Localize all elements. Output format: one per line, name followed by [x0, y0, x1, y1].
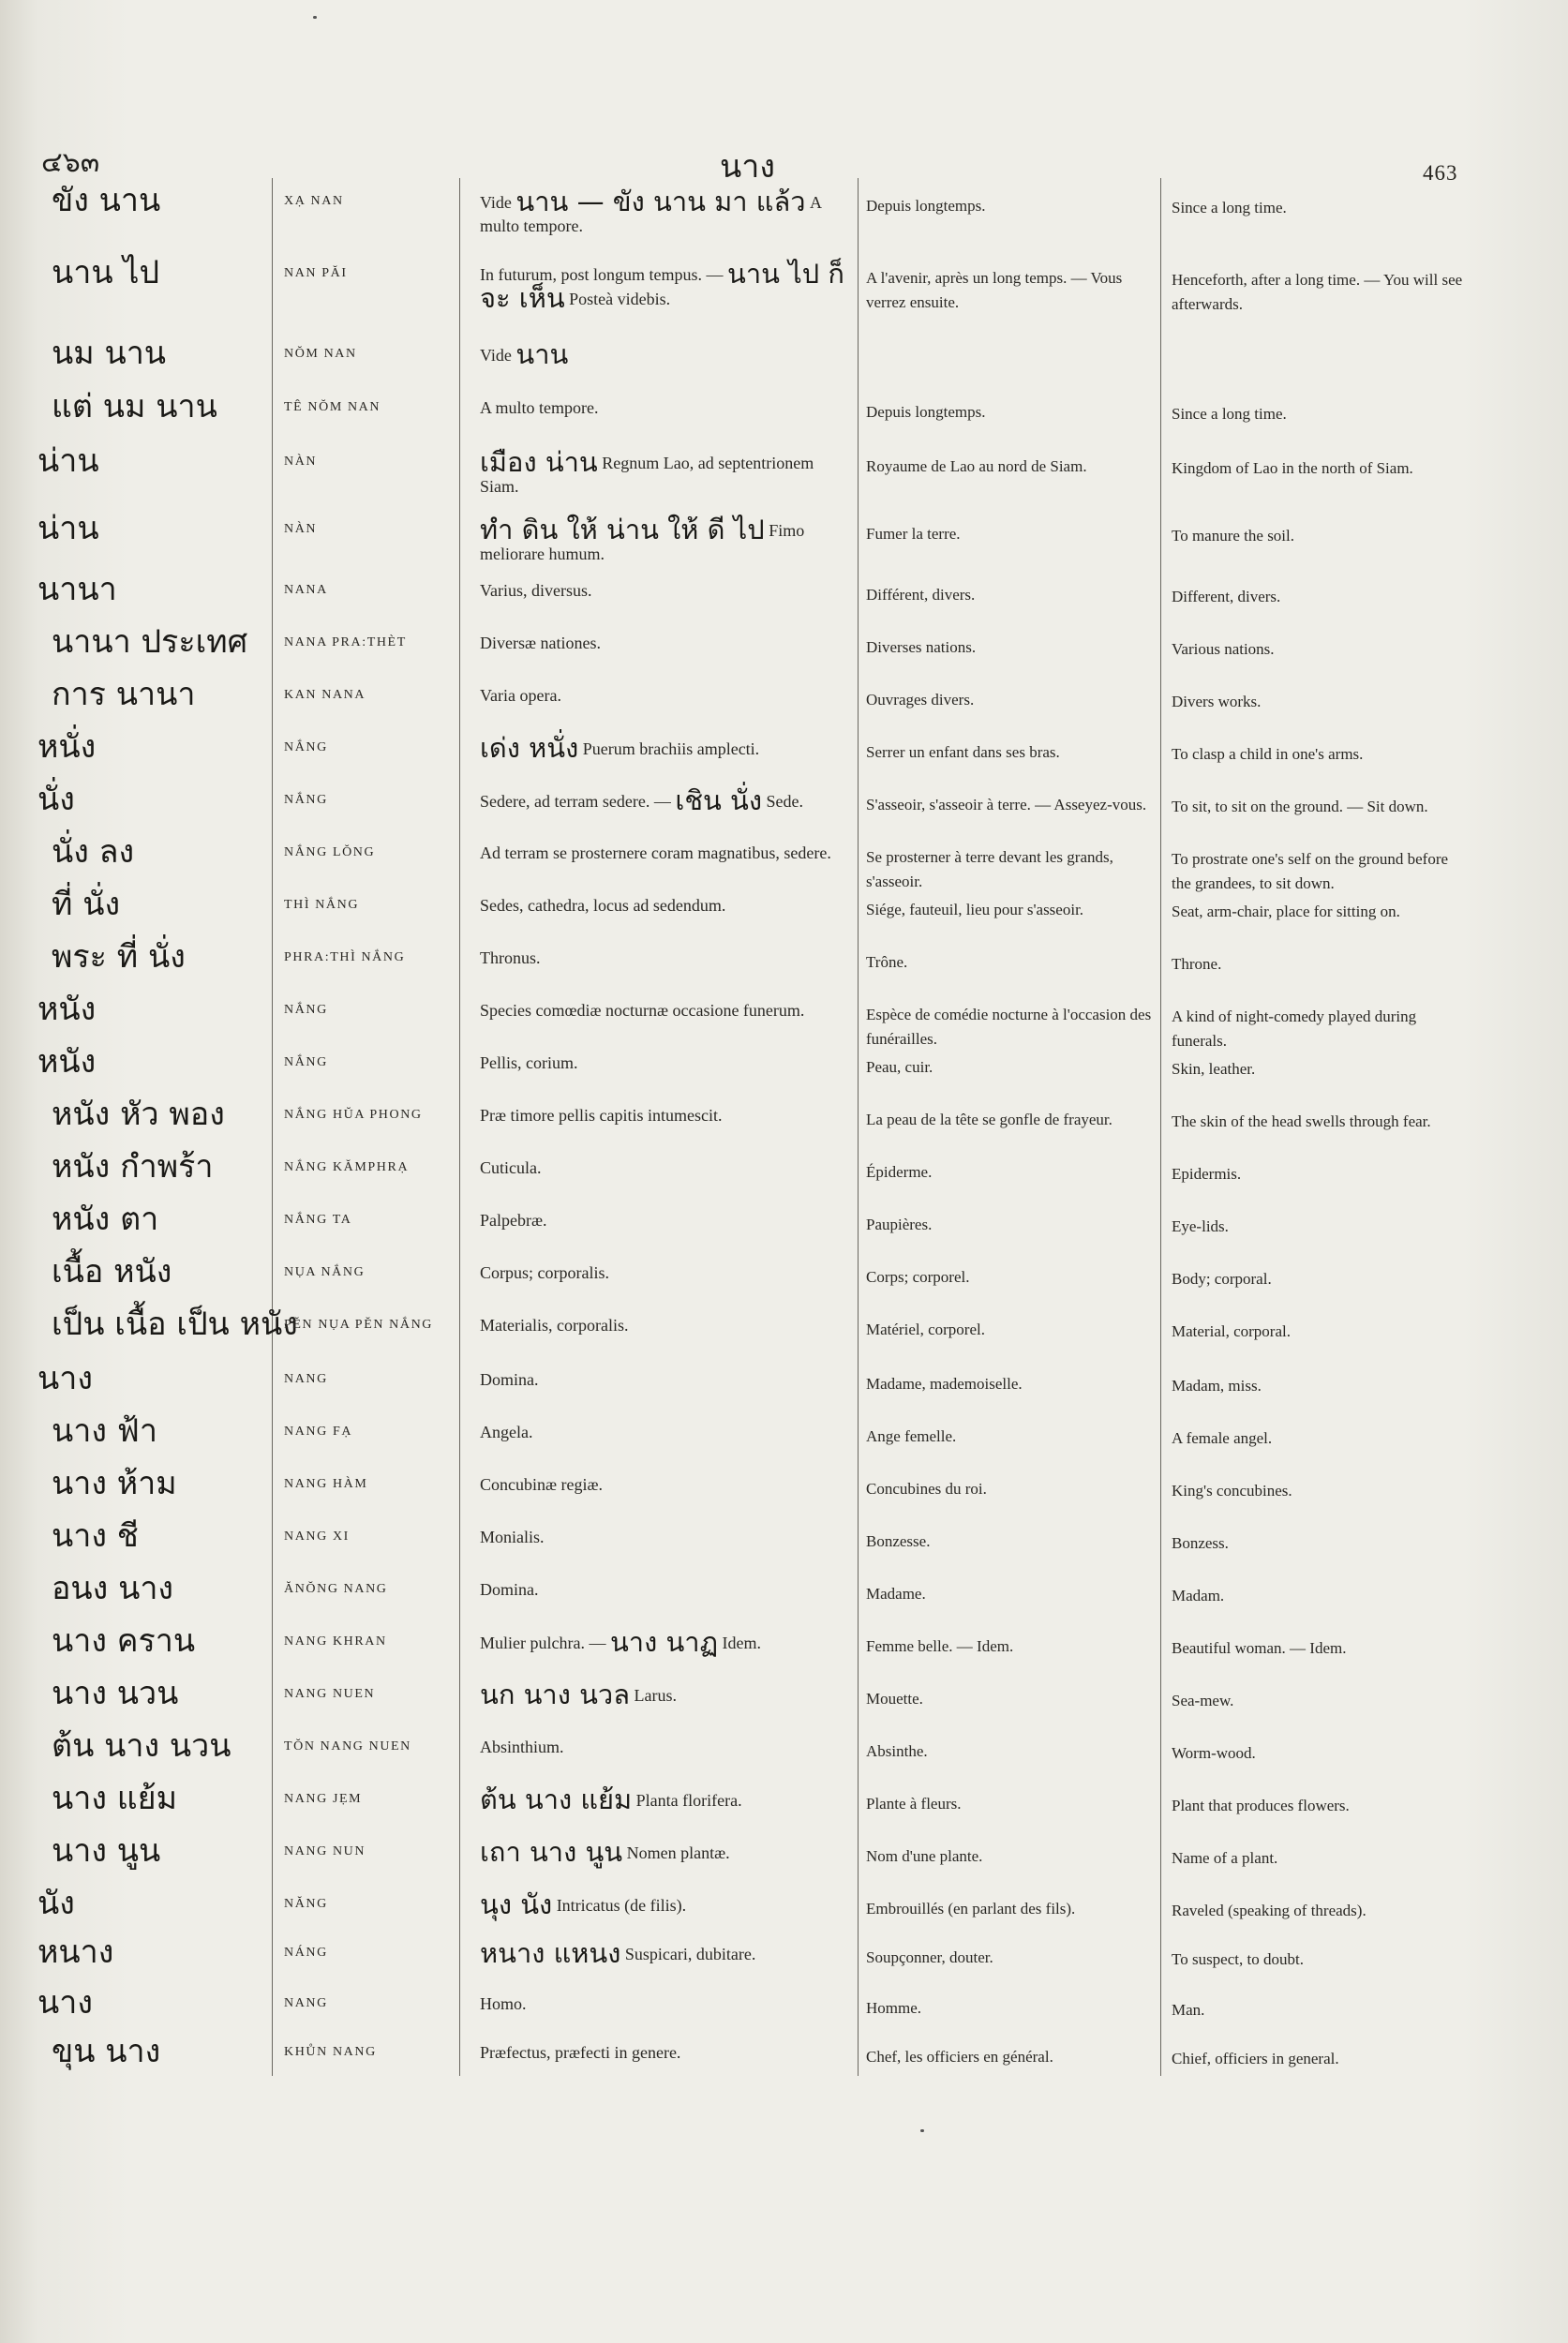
thai-example: เถา นาง นูน: [480, 1836, 623, 1868]
latin-definition: [480, 2041, 855, 2065]
english-definition: The skin of the head swells through fear.: [1172, 1112, 1431, 1130]
romanization: NAN PĂI: [284, 266, 348, 280]
print-speck: [920, 2129, 924, 2132]
romanization: ĂNŎNG NANG: [284, 1582, 388, 1596]
romanization: NẮNG TA: [284, 1213, 352, 1227]
thai-headword: หนั่ง: [37, 728, 97, 766]
latin-text: Fimo meliorare humum.: [480, 521, 805, 563]
thai-headword: แต่ นม นาน: [52, 388, 217, 425]
thai-headword: หนาง: [37, 1933, 114, 1971]
latin-definition: [480, 338, 855, 370]
romanization: NẮNG LŎNG: [284, 845, 376, 859]
thai-headword: นาง คราน: [52, 1622, 196, 1660]
latin-definition: [480, 632, 855, 655]
thai-headword: ต้น นาง นวน: [52, 1727, 231, 1765]
latin-text: In futurum, post longum tempus. —: [480, 265, 727, 284]
thai-example: หนาง แหนง: [480, 1937, 621, 1969]
romanization: NỤA NẮNG: [284, 1265, 366, 1279]
latin-text: Mulier pulchra. —: [480, 1634, 610, 1652]
latin-definition: [480, 1888, 855, 1920]
latin-text: Palpebræ.: [480, 1211, 547, 1230]
thai-page-number: ๔๖๓: [41, 146, 100, 179]
english-definition: Henceforth, after a long time. — You will see afterwards.: [1172, 271, 1463, 313]
french-definition: La peau de la tête se gonfle de frayeur.: [866, 1111, 1113, 1128]
latin-definition: [480, 1209, 855, 1232]
english-definition: Various nations.: [1172, 640, 1275, 658]
thai-headword: หนัง หัว พอง: [52, 1096, 225, 1133]
thai-headword: นาน ไป: [52, 254, 160, 291]
latin-text: Sedere, ad terram sedere. —: [480, 792, 676, 811]
thai-headword: ที่ นั่ง: [52, 886, 121, 923]
english-definition: Chief, officiers in general.: [1172, 2050, 1339, 2067]
print-speck: [313, 16, 317, 19]
latin-definition: [480, 396, 855, 420]
latin-text: Varius, diversus.: [480, 581, 592, 600]
french-definition: Trône.: [866, 953, 908, 971]
running-head: นาง: [720, 148, 775, 186]
english-definition: To prostrate one's self on the ground before the grandees, to sit down.: [1172, 850, 1449, 892]
thai-headword: นาง: [37, 1360, 93, 1397]
english-definition: A female angel.: [1172, 1429, 1273, 1447]
latin-definition: [480, 1157, 855, 1180]
thai-example: นาน: [515, 338, 569, 370]
english-definition: King's concubines.: [1172, 1482, 1292, 1500]
english-definition: Kingdom of Lao in the north of Siam.: [1172, 459, 1413, 477]
thai-example: เชิน นั่ง: [675, 784, 763, 816]
french-definition: Peau, cuir.: [866, 1058, 933, 1076]
thai-example: เมือง น่าน: [480, 446, 598, 478]
romanization: NANG NUN: [284, 1844, 366, 1858]
romanization: THÌ NẮNG: [284, 898, 360, 912]
french-definition: Corps; corporel.: [866, 1268, 970, 1286]
thai-headword: นาง นูน: [52, 1832, 161, 1870]
latin-definition: [480, 446, 855, 499]
latin-definition: [480, 947, 855, 970]
column-rule: [858, 178, 859, 2076]
french-definition: S'asseoir, s'asseoir à terre. — Asseyez-vous.: [866, 796, 1147, 813]
french-definition: Paupières.: [866, 1216, 933, 1233]
latin-text: Idem.: [718, 1634, 762, 1652]
french-definition: Embrouillés (en parlant des fils).: [866, 1900, 1076, 1918]
thai-headword: หนัง กำพร้า: [52, 1148, 214, 1186]
latin-text: Sede.: [762, 792, 804, 811]
page-number: 463: [1423, 161, 1458, 185]
romanization: NẮNG: [284, 1003, 328, 1017]
french-definition: Siége, fauteuil, lieu pour s'asseoir.: [866, 901, 1084, 918]
english-definition: Worm-wood.: [1172, 1744, 1256, 1762]
english-definition: Skin, leather.: [1172, 1060, 1256, 1078]
french-definition: Bonzesse.: [866, 1532, 931, 1550]
latin-definition: [480, 1104, 855, 1127]
thai-headword: นัง: [37, 1885, 75, 1922]
thai-example: นาง นาฏ: [609, 1626, 719, 1658]
french-definition: Plante à fleurs.: [866, 1795, 962, 1813]
french-definition: Différent, divers.: [866, 586, 976, 604]
romanization: NANG FẠ: [284, 1425, 353, 1439]
thai-headword: นั่ง ลง: [52, 833, 135, 871]
latin-text: A multo tempore.: [480, 398, 599, 417]
romanization: NĂNG: [284, 1897, 328, 1911]
thai-example: นาน — ขัง นาน มา แล้ว: [515, 186, 806, 217]
latin-definition: [480, 258, 855, 314]
romanization: KAN NANA: [284, 688, 366, 702]
thai-headword: น่าน: [37, 442, 99, 480]
french-definition: Se prosterner à terre devant les grands, s'asseoir.: [866, 848, 1113, 890]
romanization: NANG: [284, 1996, 328, 2010]
latin-definition: [480, 1052, 855, 1075]
latin-definition: [480, 1473, 855, 1497]
english-definition: Material, corporal.: [1172, 1322, 1291, 1340]
english-definition: Man.: [1172, 2001, 1205, 2019]
thai-headword: นม นาน: [52, 335, 167, 372]
latin-text: Absinthium.: [480, 1738, 564, 1756]
romanization: NẮNG: [284, 1055, 328, 1069]
romanization: NANA PRA:THÈT: [284, 635, 407, 649]
english-definition: Bonzess.: [1172, 1534, 1229, 1552]
latin-text: Pellis, corium.: [480, 1053, 578, 1072]
latin-text: Monialis.: [480, 1528, 545, 1546]
english-definition: Plant that produces flowers.: [1172, 1797, 1350, 1814]
thai-headword: ขัง นาน: [52, 182, 161, 219]
latin-definition: [480, 684, 855, 708]
latin-definition: [480, 1578, 855, 1602]
column-rule: [1160, 178, 1161, 2076]
romanization: NANG HÀM: [284, 1477, 368, 1491]
latin-definition: [480, 579, 855, 603]
latin-definition: [480, 1314, 855, 1337]
romanization: NẮNG: [284, 740, 328, 754]
french-definition: Depuis longtemps.: [866, 403, 986, 421]
romanization: NÀN: [284, 455, 318, 469]
latin-text: Larus.: [629, 1686, 677, 1705]
french-definition: Soupçonner, douter.: [866, 1948, 993, 1966]
latin-definition: [480, 732, 855, 764]
english-definition: Since a long time.: [1172, 199, 1287, 216]
thai-headword: นาง นวน: [52, 1675, 179, 1712]
english-definition: Beautiful woman. — Idem.: [1172, 1639, 1347, 1657]
romanization: NANA: [284, 583, 328, 597]
romanization: NANG XI: [284, 1530, 350, 1544]
romanization: NẮNG: [284, 793, 328, 807]
french-definition: Madame, mademoiselle.: [866, 1375, 1023, 1393]
english-definition: Body; corporal.: [1172, 1270, 1272, 1288]
french-definition: Ouvrages divers.: [866, 691, 975, 709]
english-definition: A kind of night-comedy played during funerals.: [1172, 1007, 1417, 1050]
latin-text: Nomen plantæ.: [622, 1843, 730, 1862]
thai-headword: อนง นาง: [52, 1570, 174, 1607]
thai-headword: นานา: [37, 571, 117, 608]
latin-text: Vide: [480, 346, 516, 365]
french-definition: Chef, les officiers en général.: [866, 2048, 1053, 2066]
romanization: NANG NUEN: [284, 1687, 376, 1701]
latin-definition: [480, 1992, 855, 2016]
latin-definition: [480, 514, 855, 566]
latin-text: Vide: [480, 193, 516, 212]
thai-example: นาน ไป ก็ จะ เห็น: [480, 258, 844, 314]
latin-text: Intricatus (de filis).: [552, 1896, 687, 1915]
romanization: NÁNG: [284, 1946, 328, 1960]
romanization: NẮNG KĂMPHRẠ: [284, 1160, 410, 1174]
latin-text: A multo tempore.: [480, 193, 822, 235]
latin-definition: [480, 1526, 855, 1549]
thai-headword: นั่ง: [37, 781, 75, 818]
french-definition: Espèce de comédie nocturne à l'occasion des funérailles.: [866, 1006, 1152, 1048]
latin-definition: [480, 842, 855, 865]
latin-definition: [480, 1679, 855, 1710]
french-definition: Nom d'une plante.: [866, 1847, 983, 1865]
french-definition: Diverses nations.: [866, 638, 977, 656]
french-definition: Homme.: [866, 1999, 922, 2017]
latin-definition: [480, 1368, 855, 1392]
latin-definition: [480, 1736, 855, 1759]
latin-definition: [480, 784, 855, 816]
english-definition: Madam, miss.: [1172, 1377, 1262, 1395]
thai-headword: นานา ประเทศ: [52, 623, 248, 661]
english-definition: Sea-mew.: [1172, 1692, 1234, 1709]
romanization: NANG: [284, 1372, 328, 1386]
english-definition: Seat, arm-chair, place for sitting on.: [1172, 903, 1400, 920]
thai-headword: หนัง: [37, 1043, 97, 1081]
french-definition: A l'avenir, après un long temps. — Vous verrez ensuite.: [866, 269, 1123, 311]
thai-headword: การ นานา: [52, 676, 196, 713]
latin-definition: [480, 186, 855, 238]
latin-definition: [480, 1836, 855, 1868]
latin-text: Thronus.: [480, 948, 541, 967]
latin-text: Homo.: [480, 1994, 527, 2013]
romanization: NANG JẸM: [284, 1792, 363, 1806]
thai-example: ทำ ดิน ให้ น่าน ให้ ดี ไป: [480, 514, 765, 545]
french-definition: Concubines du roi.: [866, 1480, 987, 1498]
latin-text: Domina.: [480, 1580, 539, 1599]
thai-headword: พระ ที่ นั่ง: [52, 938, 186, 976]
latin-text: Angela.: [480, 1423, 533, 1441]
latin-text: Corpus; corporalis.: [480, 1263, 609, 1282]
thai-headword: เป็น เนื้อ เป็น หนัง: [52, 1306, 298, 1343]
latin-text: Præ timore pellis capitis intumescit.: [480, 1106, 723, 1125]
thai-headword: นาง: [37, 1984, 93, 2022]
latin-text: Suspicari, dubitare.: [620, 1945, 756, 1963]
english-definition: To sit, to sit on the ground. — Sit down.: [1172, 798, 1428, 815]
thai-headword: นาง แย้ม: [52, 1780, 177, 1817]
thai-headword: นาง ชี: [52, 1517, 139, 1555]
thai-example: ต้น นาง แย้ม: [480, 1783, 633, 1815]
french-definition: Serrer un enfant dans ses bras.: [866, 743, 1060, 761]
french-definition: Épiderme.: [866, 1163, 933, 1181]
french-definition: Femme belle. — Idem.: [866, 1637, 1014, 1655]
latin-text: Regnum Lao, ad septentrionem Siam.: [480, 454, 814, 496]
latin-definition: [480, 1626, 855, 1658]
french-definition: Matériel, corporel.: [866, 1321, 985, 1338]
latin-text: Concubinæ regiæ.: [480, 1475, 603, 1494]
romanization: TŎN NANG NUEN: [284, 1739, 411, 1754]
thai-example: นุง นัง: [480, 1888, 553, 1920]
romanization: NẮNG HŬA PHONG: [284, 1108, 423, 1122]
latin-text: Varia opera.: [480, 686, 561, 705]
latin-definition: [480, 999, 855, 1022]
french-definition: Ange femelle.: [866, 1427, 957, 1445]
romanization: NŎM NAN: [284, 347, 357, 361]
romanization: PHRA:THÌ NẮNG: [284, 950, 406, 964]
english-definition: Throne.: [1172, 955, 1222, 973]
english-definition: Divers works.: [1172, 693, 1262, 710]
thai-example: เด่ง หนั่ง: [480, 732, 579, 764]
french-definition: Royaume de Lao au nord de Siam.: [866, 457, 1087, 475]
english-definition: Eye-lids.: [1172, 1217, 1229, 1235]
romanization: TÊ NŎM NAN: [284, 400, 381, 414]
romanization: PĔN NỤA PĔN NẮNG: [284, 1318, 433, 1332]
english-definition: To clasp a child in one's arms.: [1172, 745, 1364, 763]
english-definition: To suspect, to doubt.: [1172, 1950, 1304, 1968]
latin-text: Domina.: [480, 1370, 539, 1389]
latin-text: Species comœdiæ nocturnæ occasione funerum.: [480, 1001, 805, 1020]
thai-headword: เนื้อ หนัง: [52, 1253, 172, 1291]
french-definition: Mouette.: [866, 1690, 923, 1708]
english-definition: Raveled (speaking of threads).: [1172, 1902, 1366, 1919]
french-definition: Absinthe.: [866, 1742, 928, 1760]
thai-headword: นาง ห้าม: [52, 1465, 177, 1502]
english-definition: Epidermis.: [1172, 1165, 1242, 1183]
latin-definition: [480, 1421, 855, 1444]
latin-definition: [480, 894, 855, 918]
french-definition: Fumer la terre.: [866, 525, 961, 543]
latin-definition: [480, 1261, 855, 1285]
romanization: NÀN: [284, 522, 318, 536]
thai-headword: ขุน นาง: [52, 2033, 161, 2070]
romanization: NANG KHRAN: [284, 1634, 387, 1649]
english-definition: To manure the soil.: [1172, 527, 1295, 545]
latin-text: Cuticula.: [480, 1158, 542, 1177]
thai-headword: นาง ฟ้า: [52, 1412, 157, 1450]
latin-text: Posteà videbis.: [564, 290, 671, 308]
latin-text: Planta florifera.: [632, 1791, 742, 1810]
latin-definition: [480, 1937, 855, 1969]
latin-definition: [480, 1783, 855, 1815]
english-definition: Name of a plant.: [1172, 1849, 1278, 1867]
thai-headword: น่าน: [37, 510, 99, 547]
english-definition: Different, divers.: [1172, 588, 1281, 605]
latin-text: Præfectus, præfecti in genere.: [480, 2043, 681, 2062]
thai-headword: หนัง: [37, 991, 97, 1028]
latin-text: Ad terram se prosternere coram magnatibus, sedere.: [480, 843, 831, 862]
thai-example: นก นาง นวล: [480, 1679, 630, 1710]
latin-text: Sedes, cathedra, locus ad sedendum.: [480, 896, 726, 915]
latin-text: Diversæ nationes.: [480, 634, 601, 652]
french-definition: Madame.: [866, 1585, 926, 1603]
romanization: XẠ NAN: [284, 194, 344, 208]
column-rule: [272, 178, 273, 2076]
english-definition: Madam.: [1172, 1587, 1225, 1604]
latin-text: Materialis, corporalis.: [480, 1316, 629, 1335]
latin-text: Puerum brachiis amplecti.: [578, 739, 760, 758]
english-definition: Since a long time.: [1172, 405, 1287, 423]
french-definition: Depuis longtemps.: [866, 197, 986, 215]
romanization: KHŮN NANG: [284, 2045, 377, 2059]
thai-headword: หนัง ตา: [52, 1201, 159, 1238]
